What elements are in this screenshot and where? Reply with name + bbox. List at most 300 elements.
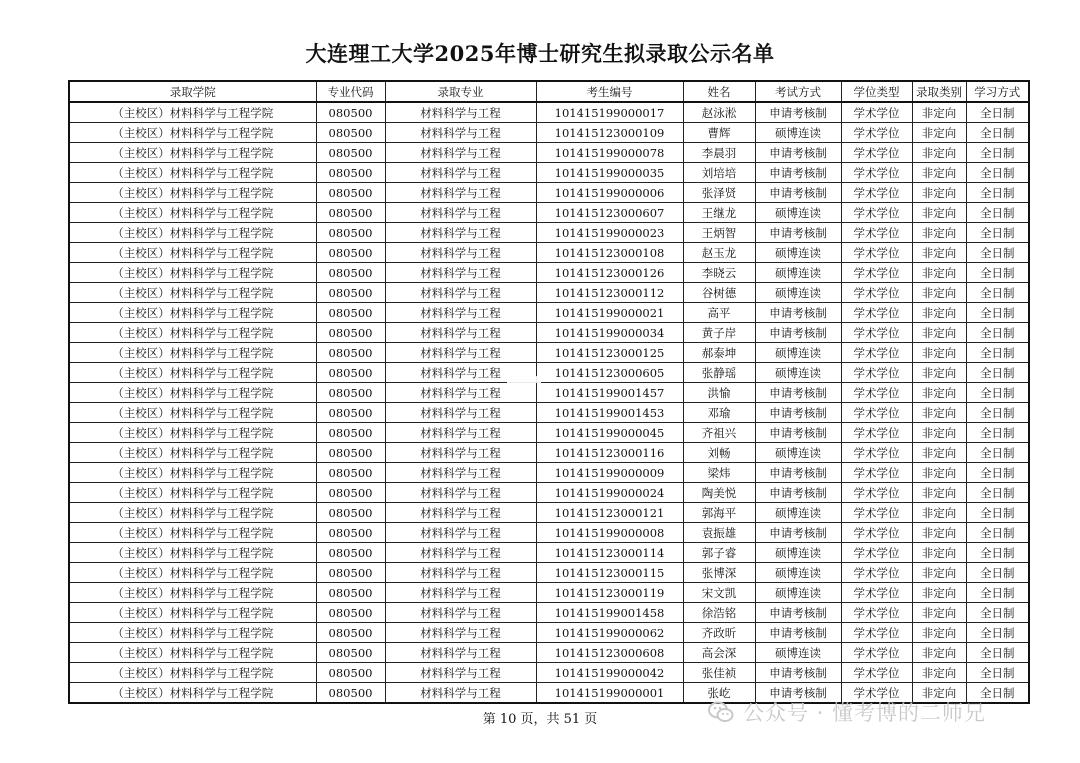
table-cell: 080500 (316, 183, 385, 203)
table-cell: 学术学位 (841, 463, 912, 483)
table-cell: 学术学位 (841, 303, 912, 323)
column-header: 录取学院 (69, 81, 316, 102)
table-row (69, 203, 1029, 223)
table-cell: 非定向 (912, 203, 966, 223)
table-cell: 申请考核制 (755, 623, 841, 643)
table-cell: 齐政昕 (683, 623, 755, 643)
table-cell: 非定向 (912, 563, 966, 583)
column-header: 录取类别 (912, 81, 966, 102)
table-row (69, 283, 1029, 303)
table-cell: （主校区）材料科学与工程学院 (69, 503, 316, 523)
table-cell: 学术学位 (841, 503, 912, 523)
table-cell: 080500 (316, 443, 385, 463)
table-cell: 学术学位 (841, 623, 912, 643)
table-cell: （主校区）材料科学与工程学院 (69, 283, 316, 303)
column-header: 专业代码 (316, 81, 385, 102)
table-cell: 材料科学与工程 (385, 223, 536, 243)
table-cell: 080500 (316, 323, 385, 343)
table-cell: 材料科学与工程 (385, 503, 536, 523)
table-cell: 学术学位 (841, 583, 912, 603)
table-row (69, 643, 1029, 663)
table-cell: 张博深 (683, 563, 755, 583)
table-cell: 080500 (316, 102, 385, 123)
table-cell: 非定向 (912, 423, 966, 443)
table-cell: 非定向 (912, 343, 966, 363)
table-cell: 080500 (316, 463, 385, 483)
table-cell: 材料科学与工程 (385, 603, 536, 623)
table-row (69, 363, 1029, 383)
table-cell: 学术学位 (841, 443, 912, 463)
table-cell: 申请考核制 (755, 383, 841, 403)
table-row (69, 663, 1029, 683)
table-cell: 硕博连读 (755, 543, 841, 563)
table-cell: 硕博连读 (755, 363, 841, 383)
table-cell: 申请考核制 (755, 523, 841, 543)
table-cell: 101415199000001 (536, 683, 683, 704)
table-cell: 学术学位 (841, 563, 912, 583)
table-cell: 李晓云 (683, 263, 755, 283)
table-row (69, 303, 1029, 323)
table-cell: 学术学位 (841, 223, 912, 243)
table-cell: 全日制 (966, 203, 1029, 223)
table-cell: 080500 (316, 143, 385, 163)
table-cell: 101415199000009 (536, 463, 683, 483)
table-cell: 学术学位 (841, 383, 912, 403)
table-cell: 材料科学与工程 (385, 123, 536, 143)
table-cell: 齐祖兴 (683, 423, 755, 443)
table-cell: 学术学位 (841, 203, 912, 223)
table-cell: 080500 (316, 203, 385, 223)
table-cell: 101415123000112 (536, 283, 683, 303)
table-cell: 101415199000042 (536, 663, 683, 683)
table-cell: 全日制 (966, 523, 1029, 543)
table-header-row (69, 81, 1029, 102)
table-cell: 申请考核制 (755, 603, 841, 623)
table-cell: （主校区）材料科学与工程学院 (69, 423, 316, 443)
table-cell: 080500 (316, 383, 385, 403)
table-cell: 080500 (316, 123, 385, 143)
table-cell: （主校区）材料科学与工程学院 (69, 523, 316, 543)
table-cell: 101415199000017 (536, 102, 683, 123)
table-cell: 非定向 (912, 463, 966, 483)
table-cell: 学术学位 (841, 143, 912, 163)
table-cell: 101415123000115 (536, 563, 683, 583)
table-cell: （主校区）材料科学与工程学院 (69, 383, 316, 403)
table-row (69, 403, 1029, 423)
table-cell: 袁振雄 (683, 523, 755, 543)
table-cell: 申请考核制 (755, 323, 841, 343)
table-cell: 材料科学与工程 (385, 563, 536, 583)
table-cell: 全日制 (966, 423, 1029, 443)
table-cell: 陶美悦 (683, 483, 755, 503)
table-cell: 101415199000034 (536, 323, 683, 343)
table-cell: 080500 (316, 363, 385, 383)
table-cell: （主校区）材料科学与工程学院 (69, 143, 316, 163)
table-cell: 学术学位 (841, 283, 912, 303)
table-cell: 101415199000006 (536, 183, 683, 203)
table-cell: 101415199001458 (536, 603, 683, 623)
table-cell: （主校区）材料科学与工程学院 (69, 303, 316, 323)
table-cell: 赵泳淞 (683, 102, 755, 123)
table-cell: 学术学位 (841, 523, 912, 543)
table-cell: 全日制 (966, 123, 1029, 143)
admission-table (68, 80, 1030, 704)
table-cell: （主校区）材料科学与工程学院 (69, 102, 316, 123)
wechat-icon (707, 698, 735, 726)
table-cell: 材料科学与工程 (385, 463, 536, 483)
table-cell: 全日制 (966, 643, 1029, 663)
table-cell: 非定向 (912, 303, 966, 323)
table-cell: 全日制 (966, 143, 1029, 163)
table-row (69, 563, 1029, 583)
table-cell: 非定向 (912, 363, 966, 383)
table-cell: 非定向 (912, 403, 966, 423)
table-cell: 材料科学与工程 (385, 102, 536, 123)
table-cell: 全日制 (966, 623, 1029, 643)
table-cell: （主校区）材料科学与工程学院 (69, 443, 316, 463)
table-cell: 全日制 (966, 483, 1029, 503)
table-cell: 刘畅 (683, 443, 755, 463)
table-cell: 101415123000608 (536, 643, 683, 663)
table-row (69, 243, 1029, 263)
table-cell: 学术学位 (841, 163, 912, 183)
table-cell: 全日制 (966, 263, 1029, 283)
table-cell: 张佳祯 (683, 663, 755, 683)
table-cell: 非定向 (912, 523, 966, 543)
table-cell: 非定向 (912, 223, 966, 243)
table-cell: 材料科学与工程 (385, 323, 536, 343)
table-row (69, 223, 1029, 243)
column-header: 姓名 (683, 81, 755, 102)
table-cell: 非定向 (912, 243, 966, 263)
table-cell: 学术学位 (841, 102, 912, 123)
table-cell: 张静瑶 (683, 363, 755, 383)
table-cell: 101415199000078 (536, 143, 683, 163)
table-cell: 101415123000605 (536, 363, 683, 383)
table-cell: 学术学位 (841, 123, 912, 143)
table-cell: 材料科学与工程 (385, 363, 536, 383)
table-cell: 101415123000121 (536, 503, 683, 523)
table-cell: 材料科学与工程 (385, 203, 536, 223)
table-cell: 080500 (316, 623, 385, 643)
table-cell: 申请考核制 (755, 403, 841, 423)
table-cell: （主校区）材料科学与工程学院 (69, 583, 316, 603)
table-cell: 学术学位 (841, 483, 912, 503)
table-row (69, 263, 1029, 283)
table-cell: 080500 (316, 243, 385, 263)
table-cell: （主校区）材料科学与工程学院 (69, 463, 316, 483)
table-cell: 材料科学与工程 (385, 243, 536, 263)
table-cell: 黄子岸 (683, 323, 755, 343)
table-cell: 080500 (316, 523, 385, 543)
table-cell: 非定向 (912, 603, 966, 623)
table-cell: 全日制 (966, 102, 1029, 123)
table-row (69, 423, 1029, 443)
table-row (69, 483, 1029, 503)
table-cell: 学术学位 (841, 243, 912, 263)
table-cell: 101415123000125 (536, 343, 683, 363)
table-cell: 080500 (316, 643, 385, 663)
table-cell: 申请考核制 (755, 143, 841, 163)
table-cell: 洪愉 (683, 383, 755, 403)
table-row (69, 323, 1029, 343)
table-cell: 全日制 (966, 583, 1029, 603)
table-cell: 申请考核制 (755, 102, 841, 123)
table-cell: （主校区）材料科学与工程学院 (69, 163, 316, 183)
table-row (69, 102, 1029, 123)
table-row (69, 183, 1029, 203)
table-row (69, 623, 1029, 643)
table-cell: 材料科学与工程 (385, 343, 536, 363)
table-row (69, 123, 1029, 143)
table-cell: 材料科学与工程 (385, 523, 536, 543)
table-cell: 材料科学与工程 (385, 183, 536, 203)
table-cell: （主校区）材料科学与工程学院 (69, 263, 316, 283)
table-cell: 101415123000119 (536, 583, 683, 603)
table-cell: 全日制 (966, 563, 1029, 583)
table-row (69, 603, 1029, 623)
table-cell: 邓瑜 (683, 403, 755, 423)
table-cell: （主校区）材料科学与工程学院 (69, 623, 316, 643)
table-cell: 申请考核制 (755, 463, 841, 483)
table-cell: 全日制 (966, 223, 1029, 243)
table-cell: 非定向 (912, 323, 966, 343)
table-cell: （主校区）材料科学与工程学院 (69, 183, 316, 203)
table-cell: 学术学位 (841, 403, 912, 423)
table-row (69, 463, 1029, 483)
table-cell: 硕博连读 (755, 503, 841, 523)
table-cell: 硕博连读 (755, 583, 841, 603)
table-cell: 学术学位 (841, 543, 912, 563)
table-cell: 硕博连读 (755, 563, 841, 583)
table-cell: 申请考核制 (755, 483, 841, 503)
table-cell: 非定向 (912, 683, 966, 704)
table-cell: 硕博连读 (755, 263, 841, 283)
table-cell: 非定向 (912, 483, 966, 503)
table-cell: 非定向 (912, 163, 966, 183)
table-cell: 非定向 (912, 643, 966, 663)
page-number: 第 10 页，共 51 页 (482, 712, 598, 727)
table-cell: 材料科学与工程 (385, 263, 536, 283)
table-cell: 材料科学与工程 (385, 583, 536, 603)
table-cell: 申请考核制 (755, 423, 841, 443)
table-cell: 080500 (316, 283, 385, 303)
table-cell: 宋文凯 (683, 583, 755, 603)
table-cell: 高会深 (683, 643, 755, 663)
table-row (69, 443, 1029, 463)
table-cell: 张泽贤 (683, 183, 755, 203)
table-cell: 申请考核制 (755, 183, 841, 203)
table-cell: 全日制 (966, 323, 1029, 343)
table-cell: 非定向 (912, 143, 966, 163)
table-cell: （主校区）材料科学与工程学院 (69, 243, 316, 263)
page-title: 大连理工大学2025年博士研究生拟录取公示名单 (305, 41, 775, 66)
table-cell: 材料科学与工程 (385, 623, 536, 643)
table-cell: 非定向 (912, 583, 966, 603)
table-cell: 非定向 (912, 383, 966, 403)
table-cell: 材料科学与工程 (385, 143, 536, 163)
table-cell: 101415123000109 (536, 123, 683, 143)
table-cell: 学术学位 (841, 183, 912, 203)
table-cell: 谷树德 (683, 283, 755, 303)
table-cell: 全日制 (966, 303, 1029, 323)
table-cell: 080500 (316, 303, 385, 323)
table-cell: 申请考核制 (755, 303, 841, 323)
table-cell: （主校区）材料科学与工程学院 (69, 343, 316, 363)
table-cell: 硕博连读 (755, 643, 841, 663)
table-cell: 材料科学与工程 (385, 383, 536, 403)
table-cell: 080500 (316, 163, 385, 183)
table-cell: 学术学位 (841, 683, 912, 704)
table-cell: 材料科学与工程 (385, 403, 536, 423)
table-cell: 学术学位 (841, 603, 912, 623)
table-cell: 硕博连读 (755, 203, 841, 223)
table-cell: 全日制 (966, 403, 1029, 423)
table-cell: 101415199000024 (536, 483, 683, 503)
table-cell: 全日制 (966, 343, 1029, 363)
table-cell: 学术学位 (841, 343, 912, 363)
table-cell: 郝泰坤 (683, 343, 755, 363)
table-cell: 硕博连读 (755, 243, 841, 263)
column-header: 录取专业 (385, 81, 536, 102)
table-cell: 材料科学与工程 (385, 683, 536, 704)
table-cell: 080500 (316, 223, 385, 243)
table-cell: 101415123000607 (536, 203, 683, 223)
table-cell: 全日制 (966, 663, 1029, 683)
table-cell: 全日制 (966, 243, 1029, 263)
table-cell: 申请考核制 (755, 163, 841, 183)
table-cell: 学术学位 (841, 663, 912, 683)
table-cell: （主校区）材料科学与工程学院 (69, 123, 316, 143)
table-cell: 非定向 (912, 263, 966, 283)
table-cell: （主校区）材料科学与工程学院 (69, 603, 316, 623)
table-cell: （主校区）材料科学与工程学院 (69, 683, 316, 704)
table-cell: 非定向 (912, 543, 966, 563)
table-cell: 徐浩铭 (683, 603, 755, 623)
scan-artifact (507, 376, 541, 383)
table-cell: （主校区）材料科学与工程学院 (69, 663, 316, 683)
table-cell: 材料科学与工程 (385, 283, 536, 303)
table-cell: 全日制 (966, 683, 1029, 704)
table-cell: 郭海平 (683, 503, 755, 523)
column-header: 考生编号 (536, 81, 683, 102)
table-row (69, 343, 1029, 363)
table-cell: 101415199001453 (536, 403, 683, 423)
table-cell: 申请考核制 (755, 683, 841, 704)
table-cell: 101415199000023 (536, 223, 683, 243)
table-cell: 材料科学与工程 (385, 303, 536, 323)
table-cell: 硕博连读 (755, 343, 841, 363)
table-cell: 全日制 (966, 543, 1029, 563)
table-cell: 非定向 (912, 102, 966, 123)
table-cell: 学术学位 (841, 323, 912, 343)
table-cell: 郭子睿 (683, 543, 755, 563)
table-cell: 101415123000108 (536, 243, 683, 263)
table-cell: 王炳智 (683, 223, 755, 243)
table-cell: （主校区）材料科学与工程学院 (69, 543, 316, 563)
table-cell: 李晨羽 (683, 143, 755, 163)
table-cell: 学术学位 (841, 643, 912, 663)
table-cell: （主校区）材料科学与工程学院 (69, 483, 316, 503)
column-header: 考试方式 (755, 81, 841, 102)
table-cell: 101415123000126 (536, 263, 683, 283)
table-cell: 非定向 (912, 663, 966, 683)
table-cell: 080500 (316, 683, 385, 704)
table-cell: 080500 (316, 543, 385, 563)
table-cell: 全日制 (966, 183, 1029, 203)
table-cell: 101415123000116 (536, 443, 683, 463)
watermark-text: 公众号 · 懂考博的二师兄 (743, 701, 987, 725)
table-cell: 全日制 (966, 503, 1029, 523)
column-header: 学习方式 (966, 81, 1029, 102)
table-cell: （主校区）材料科学与工程学院 (69, 203, 316, 223)
table-cell: 硕博连读 (755, 283, 841, 303)
table-cell: 非定向 (912, 623, 966, 643)
table-cell: 非定向 (912, 183, 966, 203)
table-cell: 101415199001457 (536, 383, 683, 403)
table-cell: 材料科学与工程 (385, 443, 536, 463)
table-cell: 101415199000021 (536, 303, 683, 323)
table-cell: 101415199000035 (536, 163, 683, 183)
table-cell: 高平 (683, 303, 755, 323)
table-row (69, 163, 1029, 183)
table-cell: 非定向 (912, 283, 966, 303)
table-cell: （主校区）材料科学与工程学院 (69, 643, 316, 663)
table-cell: 全日制 (966, 283, 1029, 303)
table-cell: 080500 (316, 583, 385, 603)
table-cell: 全日制 (966, 463, 1029, 483)
table-cell: 学术学位 (841, 263, 912, 283)
table-cell: 080500 (316, 423, 385, 443)
table-cell: 080500 (316, 343, 385, 363)
table-cell: 申请考核制 (755, 663, 841, 683)
table-cell: 材料科学与工程 (385, 543, 536, 563)
table-cell: 刘培培 (683, 163, 755, 183)
table-cell: 080500 (316, 503, 385, 523)
table-cell: 张屹 (683, 683, 755, 704)
table-row (69, 523, 1029, 543)
watermark (707, 697, 986, 727)
table-cell: 全日制 (966, 383, 1029, 403)
table-cell: 全日制 (966, 163, 1029, 183)
table-cell: 硕博连读 (755, 443, 841, 463)
column-header: 学位类型 (841, 81, 912, 102)
table-cell: 梁炜 (683, 463, 755, 483)
table-cell: 080500 (316, 663, 385, 683)
table-cell: 080500 (316, 483, 385, 503)
table-row (69, 503, 1029, 523)
table-cell: 101415199000045 (536, 423, 683, 443)
table-cell: 全日制 (966, 603, 1029, 623)
table-cell: 材料科学与工程 (385, 643, 536, 663)
table-cell: 全日制 (966, 443, 1029, 463)
table-cell: （主校区）材料科学与工程学院 (69, 363, 316, 383)
table-cell: 申请考核制 (755, 223, 841, 243)
table-cell: 赵玉龙 (683, 243, 755, 263)
table-row (69, 383, 1029, 403)
table-cell: 080500 (316, 403, 385, 423)
table-cell: 全日制 (966, 363, 1029, 383)
table-cell: 学术学位 (841, 423, 912, 443)
table-cell: 非定向 (912, 123, 966, 143)
table-cell: 材料科学与工程 (385, 163, 536, 183)
table-cell: 硕博连读 (755, 123, 841, 143)
table-cell: 101415123000114 (536, 543, 683, 563)
table-row (69, 583, 1029, 603)
table-cell: 非定向 (912, 503, 966, 523)
table-cell: 材料科学与工程 (385, 483, 536, 503)
table-cell: （主校区）材料科学与工程学院 (69, 563, 316, 583)
